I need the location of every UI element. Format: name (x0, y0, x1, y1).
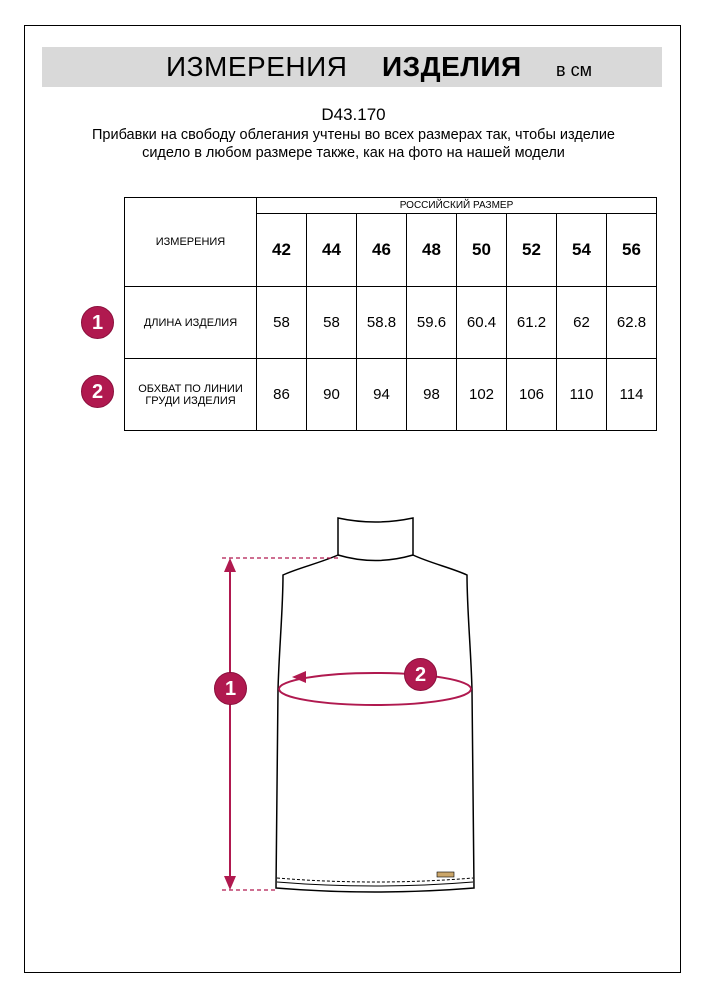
value-cell: 90 (307, 359, 357, 431)
header-title-bold: ИЗДЕЛИЯ (382, 51, 522, 82)
diagram-marker-length: 1 (214, 672, 247, 705)
chest-measure (279, 671, 471, 705)
value-cell: 98 (407, 359, 457, 431)
value-cell: 58 (257, 287, 307, 359)
collar-seam (338, 555, 413, 561)
size-cell: 56 (607, 214, 657, 287)
brand-label (437, 872, 454, 877)
header-title-regular: ИЗМЕРЕНИЯ (166, 51, 348, 82)
size-group-header: РОССИЙСКИЙ РАЗМЕР (257, 198, 657, 214)
value-cell: 59.6 (407, 287, 457, 359)
value-cell: 86 (257, 359, 307, 431)
value-cell: 61.2 (507, 287, 557, 359)
measure-column-header: ИЗМЕРЕНИЯ (125, 198, 257, 287)
length-measure (222, 558, 338, 890)
row-2-badge: 2 (81, 375, 114, 408)
size-cell: 50 (457, 214, 507, 287)
fit-note: Прибавки на свободу облегания учтены во всех размерах так, чтобы изделие сидело в любом размере также, как на фото на нашей модели (91, 127, 615, 161)
size-cell: 48 (407, 214, 457, 287)
diagram-marker-chest: 2 (404, 658, 437, 691)
value-cell: 58 (307, 287, 357, 359)
row-label-chest: ОБХВАТ ПО ЛИНИИ ГРУДИ ИЗДЕЛИЯ (125, 359, 257, 431)
chest-ellipse (279, 673, 471, 705)
hem-stitch-line (277, 882, 473, 886)
size-cell: 44 (307, 214, 357, 287)
value-cell: 114 (607, 359, 657, 431)
row-1-badge: 1 (81, 306, 114, 339)
row-label-length: ДЛИНА ИЗДЕЛИЯ (125, 287, 257, 359)
header-unit: в см (556, 60, 592, 80)
size-cell: 42 (257, 214, 307, 287)
value-cell: 106 (507, 359, 557, 431)
size-cell: 52 (507, 214, 557, 287)
value-cell: 60.4 (457, 287, 507, 359)
length-arrow-head-top (224, 558, 236, 572)
size-cell: 46 (357, 214, 407, 287)
hem-stitch-line (277, 878, 473, 882)
value-cell: 62.8 (607, 287, 657, 359)
size-cell: 54 (557, 214, 607, 287)
value-cell: 62 (557, 287, 607, 359)
value-cell: 110 (557, 359, 607, 431)
value-cell: 94 (357, 359, 407, 431)
value-cell: 58.8 (357, 287, 407, 359)
value-cell: 102 (457, 359, 507, 431)
product-code: D43.170 (321, 105, 386, 124)
length-arrow-head-bottom (224, 876, 236, 890)
